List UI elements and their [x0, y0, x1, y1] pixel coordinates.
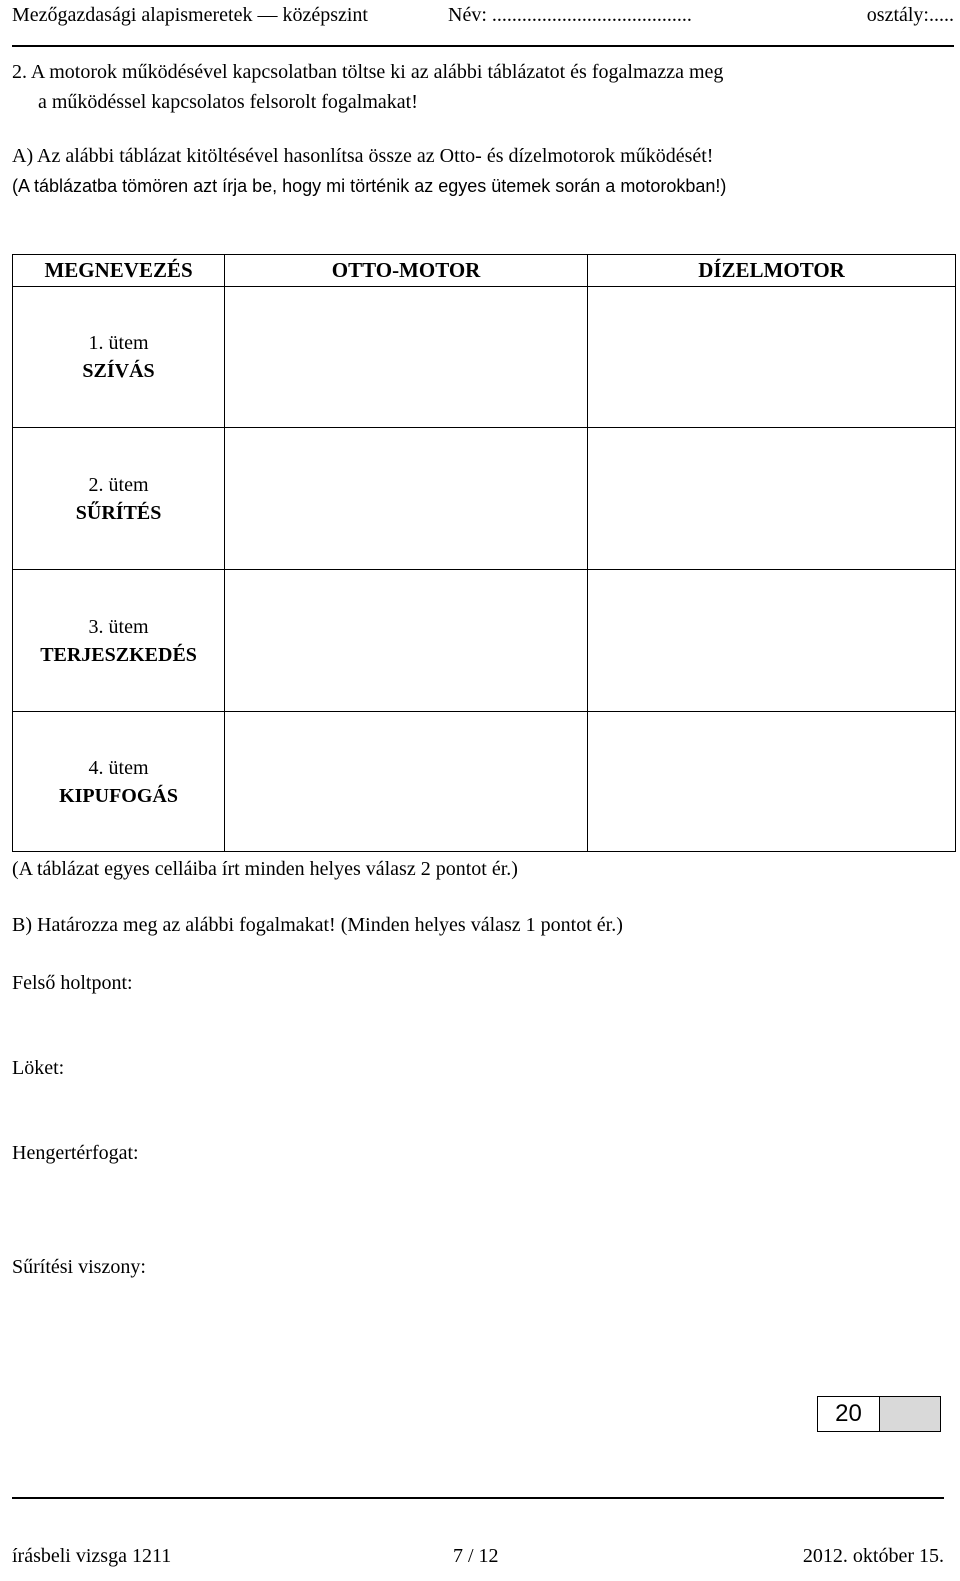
- stroke-number: 3. ütem: [88, 615, 149, 638]
- part-a-instruction: A) Az alábbi táblázat kitöltésével hasonlítsa össze az Otto- és dízelmotorok működését!: [12, 145, 714, 167]
- question-line-1: 2. A motorok működésével kapcsolatban töltse ki az alábbi táblázatot és fogalmazza meg: [12, 61, 724, 83]
- header-megnevezes: MEGNEVEZÉS: [13, 255, 225, 287]
- stroke-name: SZÍVÁS: [82, 360, 155, 382]
- table-row: [13, 428, 956, 570]
- table-header-row: [13, 255, 956, 287]
- diesel-answer-cell[interactable]: [588, 428, 956, 570]
- table-row: [13, 570, 956, 712]
- header-divider: [12, 45, 954, 47]
- term-felso-holtpont[interactable]: Felső holtpont:: [12, 972, 133, 994]
- term-hengerterfogat[interactable]: Hengertérfogat:: [12, 1142, 139, 1164]
- table-row: [13, 712, 956, 852]
- term-suritesi-viszony[interactable]: Sűrítési viszony:: [12, 1256, 146, 1278]
- footer-page-number: 7 / 12: [453, 1545, 499, 1567]
- part-a-instructions: [12, 141, 952, 201]
- question-line-2: a működéssel kapcsolatos felsorolt fogalmakat!: [38, 91, 418, 113]
- part-a-subinstruction: (A táblázatba tömören azt írja be, hogy mi történik az egyes ütemek során a motorokban!): [12, 176, 727, 196]
- max-score: 20: [818, 1397, 880, 1431]
- stroke-name: SŰRÍTÉS: [75, 501, 162, 524]
- footer-divider: [12, 1497, 944, 1499]
- comparison-table: [12, 254, 956, 852]
- stroke-label: [13, 287, 225, 428]
- name-field[interactable]: Név: ........................................: [448, 4, 692, 26]
- footer-exam-code: írásbeli vizsga 1211: [12, 1545, 172, 1567]
- otto-answer-cell[interactable]: [225, 287, 588, 428]
- otto-answer-cell[interactable]: [225, 428, 588, 570]
- header-subject: Mezőgazdasági alapismeretek — középszint: [12, 4, 368, 26]
- stroke-number: 4. ütem: [88, 756, 149, 779]
- stroke-number: 2. ütem: [88, 473, 149, 496]
- stroke-name: TERJESZKEDÉS: [40, 643, 197, 666]
- footer-date: 2012. október 15.: [802, 1545, 944, 1567]
- class-field[interactable]: osztály:.....: [866, 4, 954, 26]
- question-text: [12, 57, 952, 117]
- header-dizelmotor: DÍZELMOTOR: [588, 255, 956, 287]
- otto-answer-cell[interactable]: [225, 570, 588, 712]
- diesel-answer-cell[interactable]: [588, 570, 956, 712]
- otto-answer-cell[interactable]: [225, 712, 588, 852]
- header-otto-motor: OTTO-MOTOR: [225, 255, 588, 287]
- diesel-answer-cell[interactable]: [588, 712, 956, 852]
- earned-score-field[interactable]: [880, 1397, 940, 1431]
- page-header: [12, 0, 954, 48]
- table-row: [13, 287, 956, 428]
- stroke-number: 1. ütem: [88, 332, 149, 354]
- stroke-label: [13, 712, 225, 852]
- stroke-label: [13, 570, 225, 712]
- score-box: [817, 1396, 941, 1432]
- term-loket[interactable]: Löket:: [12, 1057, 65, 1079]
- points-note: (A táblázat egyes celláiba írt minden helyes válasz 2 pontot ér.): [12, 858, 518, 880]
- part-b-instruction: B) Határozza meg az alábbi fogalmakat! (Minden helyes válasz 1 pontot ér.): [12, 914, 623, 936]
- stroke-label: [13, 428, 225, 570]
- stroke-name: KIPUFOGÁS: [59, 784, 178, 807]
- diesel-answer-cell[interactable]: [588, 287, 956, 428]
